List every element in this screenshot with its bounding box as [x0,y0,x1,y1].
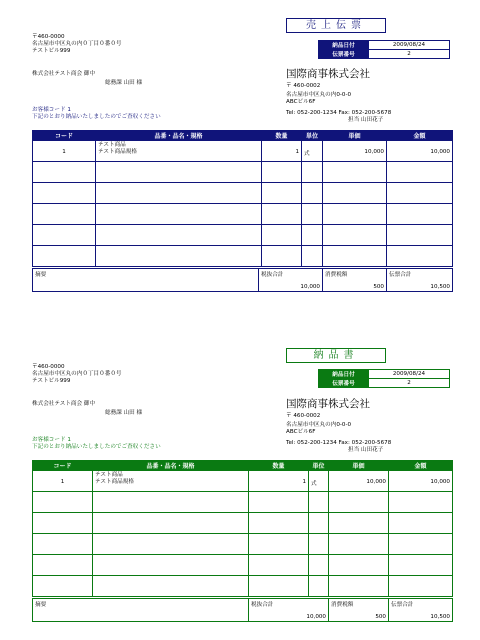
issuer-tel-fax: Tel: 052-200-1234 Fax: 052-200-5678 [286,110,392,116]
total-label: 伝票合計 [391,602,414,608]
item-price: 10,000 [329,471,389,492]
item-amount: 10,000 [387,141,453,162]
remarks-cell [33,269,259,292]
delivery-message: 下記のとおり納品いたしましたのでご査収ください [32,114,161,120]
item-name-cell [96,141,262,162]
table-row [33,513,453,534]
item-name: テスト商品 [98,142,126,148]
subtotal-value: 10,000 [300,284,320,290]
col-header-name: 品番・品名・規格 [96,131,262,141]
total-label: 伝票合計 [389,272,412,278]
totals-row [33,269,453,292]
table-row [33,204,453,225]
remarks-cell [33,599,249,622]
remarks-label: 摘要 [35,272,47,278]
issuer-address-line1: 名古屋市中区丸の内0-0-0 [286,422,352,428]
item-qty: 1 [262,141,302,162]
subtotal-cell [259,269,323,292]
issuer-postal: 〒 460-0002 [286,413,321,419]
line-items-table [32,460,453,597]
tax-value: 500 [375,614,386,620]
col-header-unit: 単位 [309,461,329,471]
item-amount: 10,000 [389,471,453,492]
customer-company: 株式会社テスト商会 御中 [32,401,96,407]
item-code: 1 [33,471,93,492]
total-value: 10,500 [430,614,450,620]
slip-meta-table [318,369,450,388]
issuer-company-name: 国際商事株式会社 [286,398,370,410]
customer-address-line1: 名古屋市中区丸の内０丁目０番０号 [32,371,122,377]
table-row [33,225,453,246]
item-name-cell [93,471,249,492]
col-header-amount: 金額 [387,131,453,141]
customer-address-line1: 名古屋市中区丸の内０丁目０番０号 [32,41,122,47]
issuer-staff: 担当 山田花子 [348,117,384,123]
tax-cell [323,269,387,292]
issuer-staff: 担当 山田花子 [348,447,384,453]
subtotal-cell [249,599,329,622]
remarks-label: 摘要 [35,602,47,608]
item-unit: 式 [302,141,323,162]
table-row [33,183,453,204]
customer-person: 総務課 山田 様 [105,80,143,86]
line-items-table [32,130,453,267]
item-spec: テスト商品規格 [98,149,137,155]
item-name: テスト商品 [95,472,123,478]
subtotal-label: 税抜合計 [261,272,284,278]
customer-postal: 〒460-0000 [32,34,65,40]
slip-title: 納品書 [286,348,386,363]
table-row [33,162,453,183]
totals-row [33,599,453,622]
delivery-message: 下記のとおり納品いたしましたのでご査収ください [32,444,161,450]
meta-value: 2009/08/24 [369,370,450,379]
totals-table [32,598,453,622]
customer-code: お客様コード 1 [32,107,71,113]
issuer-company-name: 国際商事株式会社 [286,68,370,80]
table-header-row [33,461,453,471]
issuer-postal: 〒 460-0002 [286,83,321,89]
total-value: 10,500 [430,284,450,290]
table-row [33,576,453,597]
meta-key: 伝票番号 [319,379,369,388]
meta-key: 伝票番号 [319,50,369,59]
customer-code: お客様コード 1 [32,437,71,443]
col-header-price: 単価 [323,131,387,141]
meta-key: 納品日付 [319,370,369,379]
meta-value: 2009/08/24 [369,41,450,50]
issuer-address-line1: 名古屋市中区丸の内0-0-0 [286,92,352,98]
totals-table [32,268,453,292]
meta-row-date [319,41,450,50]
table-header-row [33,131,453,141]
table-row [33,471,453,492]
tax-value: 500 [373,284,384,290]
meta-key: 納品日付 [319,41,369,50]
col-header-qty: 数量 [249,461,309,471]
issuer-address-line2: ABCビル6F [286,99,316,105]
table-row [33,246,453,267]
meta-value: 2 [369,50,450,59]
tax-cell [329,599,389,622]
meta-row-number [319,379,450,388]
item-code: 1 [33,141,96,162]
col-header-price: 単価 [329,461,389,471]
slip-title: 売上伝票 [286,18,386,33]
meta-row-number [319,50,450,59]
customer-person: 総務課 山田 様 [105,410,143,416]
meta-value: 2 [369,379,450,388]
subtotal-label: 税抜合計 [251,602,274,608]
customer-address-line2: テストビル999 [32,378,71,384]
table-row [33,555,453,576]
table-row [33,141,453,162]
issuer-address-line2: ABCビル6F [286,429,316,435]
col-header-code: コード [33,131,96,141]
col-header-code: コード [33,461,93,471]
meta-row-date [319,370,450,379]
total-cell [387,269,453,292]
item-price: 10,000 [323,141,387,162]
table-row [33,492,453,513]
item-spec: テスト商品規格 [95,479,134,485]
customer-address-line2: テストビル999 [32,48,71,54]
customer-company: 株式会社テスト商会 御中 [32,71,96,77]
tax-label: 消費税額 [325,272,348,278]
tax-label: 消費税額 [331,602,354,608]
total-cell [389,599,453,622]
col-header-unit: 単位 [302,131,323,141]
col-header-qty: 数量 [262,131,302,141]
table-row [33,534,453,555]
item-unit: 式 [309,471,329,492]
col-header-name: 品番・品名・規格 [93,461,249,471]
col-header-amount: 金額 [389,461,453,471]
customer-postal: 〒460-0000 [32,364,65,370]
item-qty: 1 [249,471,309,492]
slip-meta-table [318,40,450,59]
issuer-tel-fax: Tel: 052-200-1234 Fax: 052-200-5678 [286,440,392,446]
subtotal-value: 10,000 [306,614,326,620]
